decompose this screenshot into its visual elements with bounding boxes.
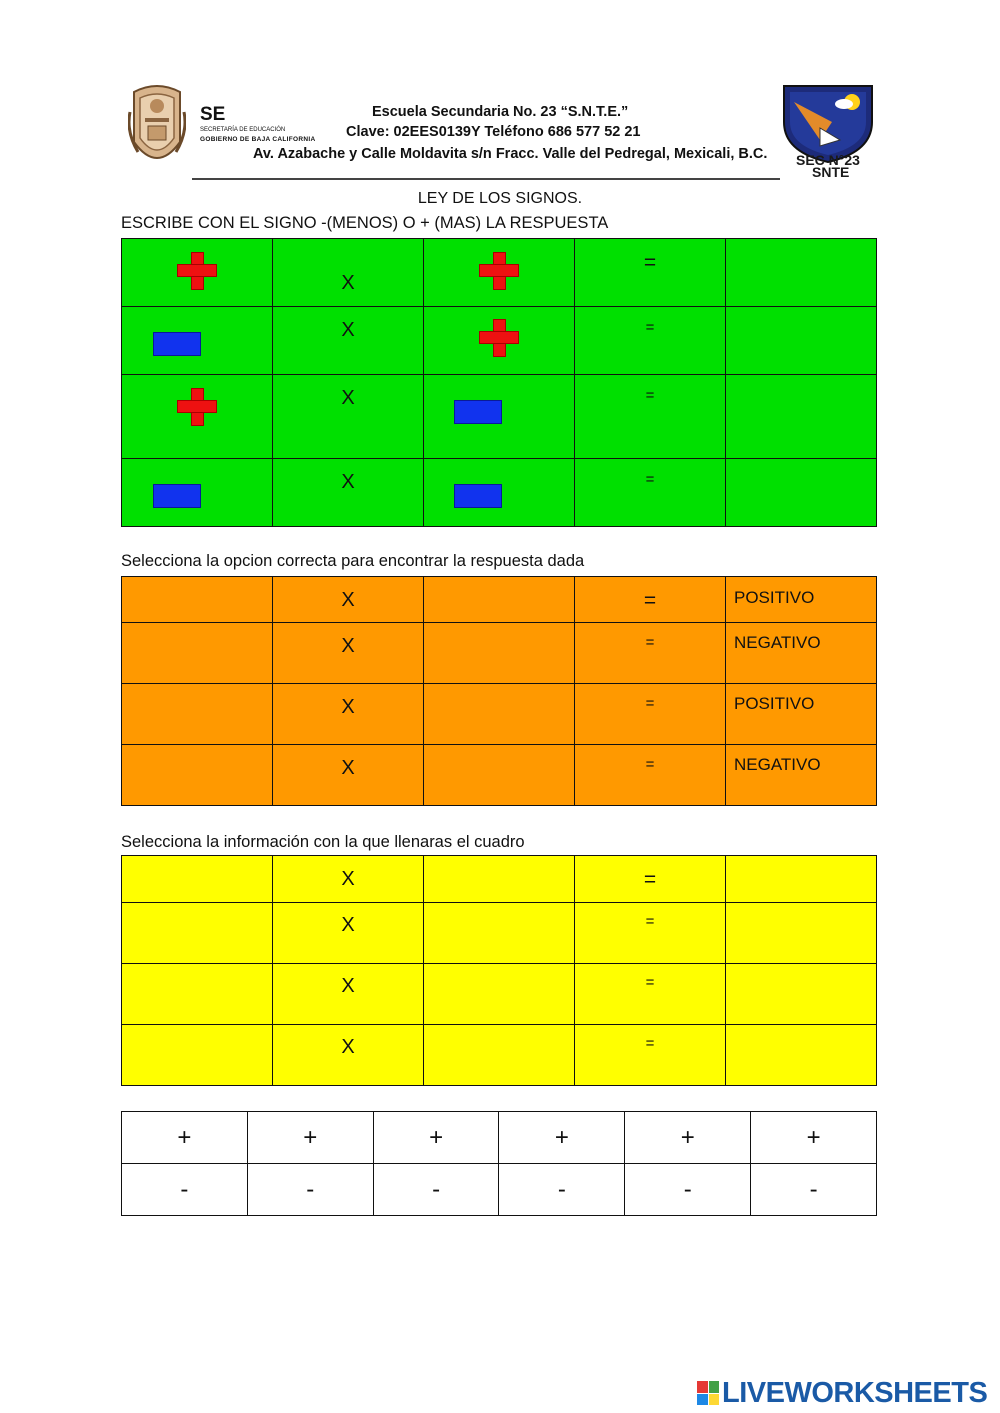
draggable-minus-sign[interactable]: - [247, 1164, 373, 1216]
minus-sign-icon [153, 484, 201, 508]
table-row [122, 239, 877, 307]
equals-symbol: = [643, 868, 657, 891]
table-row [122, 577, 877, 623]
operand-left-cell [122, 375, 273, 459]
draggable-plus-sign[interactable]: + [247, 1112, 373, 1164]
equals-symbol: = [643, 589, 657, 612]
times-symbol: X [341, 272, 355, 294]
table-row [122, 459, 877, 527]
school-logo-text-2: SNTE [812, 164, 850, 180]
equals-cell [575, 964, 726, 1025]
equals-cell [575, 1025, 726, 1086]
times-cell [273, 577, 424, 623]
section2-instruction: Selecciona la opcion correcta para encontrar la respuesta dada [121, 552, 585, 570]
agency-abbreviation: SE [200, 104, 226, 125]
times-symbol: X [341, 635, 355, 657]
draggable-minus-sign[interactable]: - [751, 1164, 877, 1216]
draggable-minus-sign[interactable]: - [122, 1164, 248, 1216]
operand-drop-cell[interactable] [424, 1025, 575, 1086]
result-drop-cell[interactable] [726, 964, 877, 1025]
header-divider [192, 178, 780, 180]
times-symbol: X [341, 387, 355, 409]
operand-drop-cell[interactable] [424, 903, 575, 964]
operand-drop-cell[interactable] [122, 577, 273, 623]
equals-symbol: = [645, 1035, 655, 1052]
draggable-plus-sign[interactable]: + [373, 1112, 499, 1164]
times-cell [273, 623, 424, 684]
operand-right-cell [424, 459, 575, 527]
worksheet-title: LEY DE LOS SIGNOS. [417, 190, 583, 207]
minus-sign-icon [454, 400, 502, 424]
equals-symbol: = [645, 471, 655, 488]
times-cell [273, 684, 424, 745]
times-symbol: X [341, 696, 355, 718]
equals-cell [575, 623, 726, 684]
section1-instruction: ESCRIBE CON EL SIGNO -(MENOS) O + (MAS) LA RESPUESTA [121, 214, 609, 232]
times-cell [273, 459, 424, 527]
times-symbol: X [341, 757, 355, 779]
times-symbol: X [341, 1036, 355, 1058]
result-cell [726, 623, 877, 684]
table-row [122, 1025, 877, 1086]
result-label: NEGATIVO [734, 633, 821, 652]
times-cell [273, 1025, 424, 1086]
table-row [122, 307, 877, 375]
times-cell [273, 239, 424, 307]
times-cell [273, 375, 424, 459]
operand-drop-cell[interactable] [122, 684, 273, 745]
section3-instruction: Selecciona la información con la que llenaras el cuadro [121, 833, 525, 851]
equals-symbol: = [645, 387, 655, 404]
table-row [122, 684, 877, 745]
minus-sign-icon [153, 332, 201, 356]
plus-sign-icon [177, 252, 217, 290]
times-symbol: X [341, 471, 355, 493]
operand-drop-cell[interactable] [122, 903, 273, 964]
operand-drop-cell[interactable] [424, 856, 575, 903]
sign-bank-plus-row [122, 1112, 877, 1164]
times-cell [273, 903, 424, 964]
equals-symbol: = [645, 695, 655, 712]
school-logo-text-1: SEC N°23 [796, 152, 860, 168]
equals-cell [575, 903, 726, 964]
school-address: Av. Azabache y Calle Moldavita s/n Fracc. Valle del Pedregal, Mexicali, B.C. [253, 146, 768, 162]
equals-cell [575, 684, 726, 745]
result-label: NEGATIVO [734, 755, 821, 774]
draggable-plus-sign[interactable]: + [499, 1112, 625, 1164]
operand-drop-cell[interactable] [424, 623, 575, 684]
table-row [122, 964, 877, 1025]
equals-symbol: = [645, 634, 655, 651]
draggable-minus-sign[interactable]: - [373, 1164, 499, 1216]
times-cell [273, 745, 424, 806]
table-row [122, 856, 877, 903]
result-label: POSITIVO [734, 694, 815, 713]
equals-cell [575, 459, 726, 527]
equals-cell [575, 307, 726, 375]
sign-bank-minus-row [122, 1164, 877, 1216]
state-crest-logo [128, 82, 186, 170]
equals-symbol: = [645, 319, 655, 336]
minus-sign-icon [454, 484, 502, 508]
result-cell [726, 577, 877, 623]
answer-input-cell[interactable] [726, 375, 877, 459]
operand-drop-cell[interactable] [424, 684, 575, 745]
plus-sign-icon [177, 388, 217, 426]
answer-input-cell[interactable] [726, 239, 877, 307]
operand-drop-cell[interactable] [122, 964, 273, 1025]
result-drop-cell[interactable] [726, 903, 877, 964]
answer-input-cell[interactable] [726, 307, 877, 375]
equals-symbol: = [643, 251, 657, 274]
equals-symbol: = [645, 913, 655, 930]
result-drop-cell[interactable] [726, 856, 877, 903]
operand-drop-cell[interactable] [424, 964, 575, 1025]
draggable-plus-sign[interactable]: + [625, 1112, 751, 1164]
liveworksheets-badge-icon [697, 1381, 719, 1405]
operand-right-cell [424, 375, 575, 459]
times-symbol: X [341, 319, 355, 341]
draggable-plus-sign[interactable]: + [751, 1112, 877, 1164]
operand-drop-cell[interactable] [122, 856, 273, 903]
operand-drop-cell[interactable] [122, 623, 273, 684]
times-symbol: X [341, 975, 355, 997]
times-cell [273, 307, 424, 375]
plus-sign-icon [479, 252, 519, 290]
operand-drop-cell[interactable] [122, 745, 273, 806]
table-row [122, 903, 877, 964]
draggable-minus-sign[interactable]: - [499, 1164, 625, 1216]
equals-cell [575, 239, 726, 307]
times-cell [273, 856, 424, 903]
sign-bank-table [121, 1111, 877, 1216]
table-row [122, 375, 877, 459]
equals-symbol: = [645, 974, 655, 991]
operand-left-cell [122, 459, 273, 527]
liveworksheets-brand-text: LIVEWORKSHEETS [722, 1376, 988, 1409]
school-code-phone: Clave: 02EES0139Y Teléfono 686 577 52 21 [346, 124, 641, 140]
equals-cell [575, 745, 726, 806]
equals-cell [575, 375, 726, 459]
draggable-minus-sign[interactable]: - [625, 1164, 751, 1216]
section3-table [121, 855, 877, 1086]
result-drop-cell[interactable] [726, 1025, 877, 1086]
liveworksheets-logo[interactable] [697, 1378, 987, 1408]
times-symbol: X [341, 914, 355, 936]
equals-symbol: = [645, 756, 655, 773]
section1-table [121, 238, 877, 527]
school-name: Escuela Secundaria No. 23 “S.N.T.E.” [372, 104, 629, 120]
times-cell [273, 964, 424, 1025]
table-row [122, 623, 877, 684]
equals-cell [575, 856, 726, 903]
operand-drop-cell[interactable] [122, 1025, 273, 1086]
section2-table [121, 576, 877, 806]
agency-line1: SECRETARÍA DE EDUCACIÓN [200, 127, 286, 133]
draggable-plus-sign[interactable]: + [122, 1112, 248, 1164]
answer-input-cell[interactable] [726, 459, 877, 527]
operand-left-cell [122, 307, 273, 375]
operand-left-cell [122, 239, 273, 307]
times-symbol: X [341, 589, 355, 611]
result-cell [726, 684, 877, 745]
times-symbol: X [341, 868, 355, 890]
agency-line2: GOBIERNO DE BAJA CALIFORNIA [200, 136, 316, 143]
operand-right-cell [424, 239, 575, 307]
operand-drop-cell[interactable] [424, 745, 575, 806]
equals-cell [575, 577, 726, 623]
plus-sign-icon [479, 319, 519, 357]
operand-right-cell [424, 307, 575, 375]
result-cell [726, 745, 877, 806]
result-label: POSITIVO [734, 588, 815, 607]
table-row [122, 745, 877, 806]
operand-drop-cell[interactable] [424, 577, 575, 623]
